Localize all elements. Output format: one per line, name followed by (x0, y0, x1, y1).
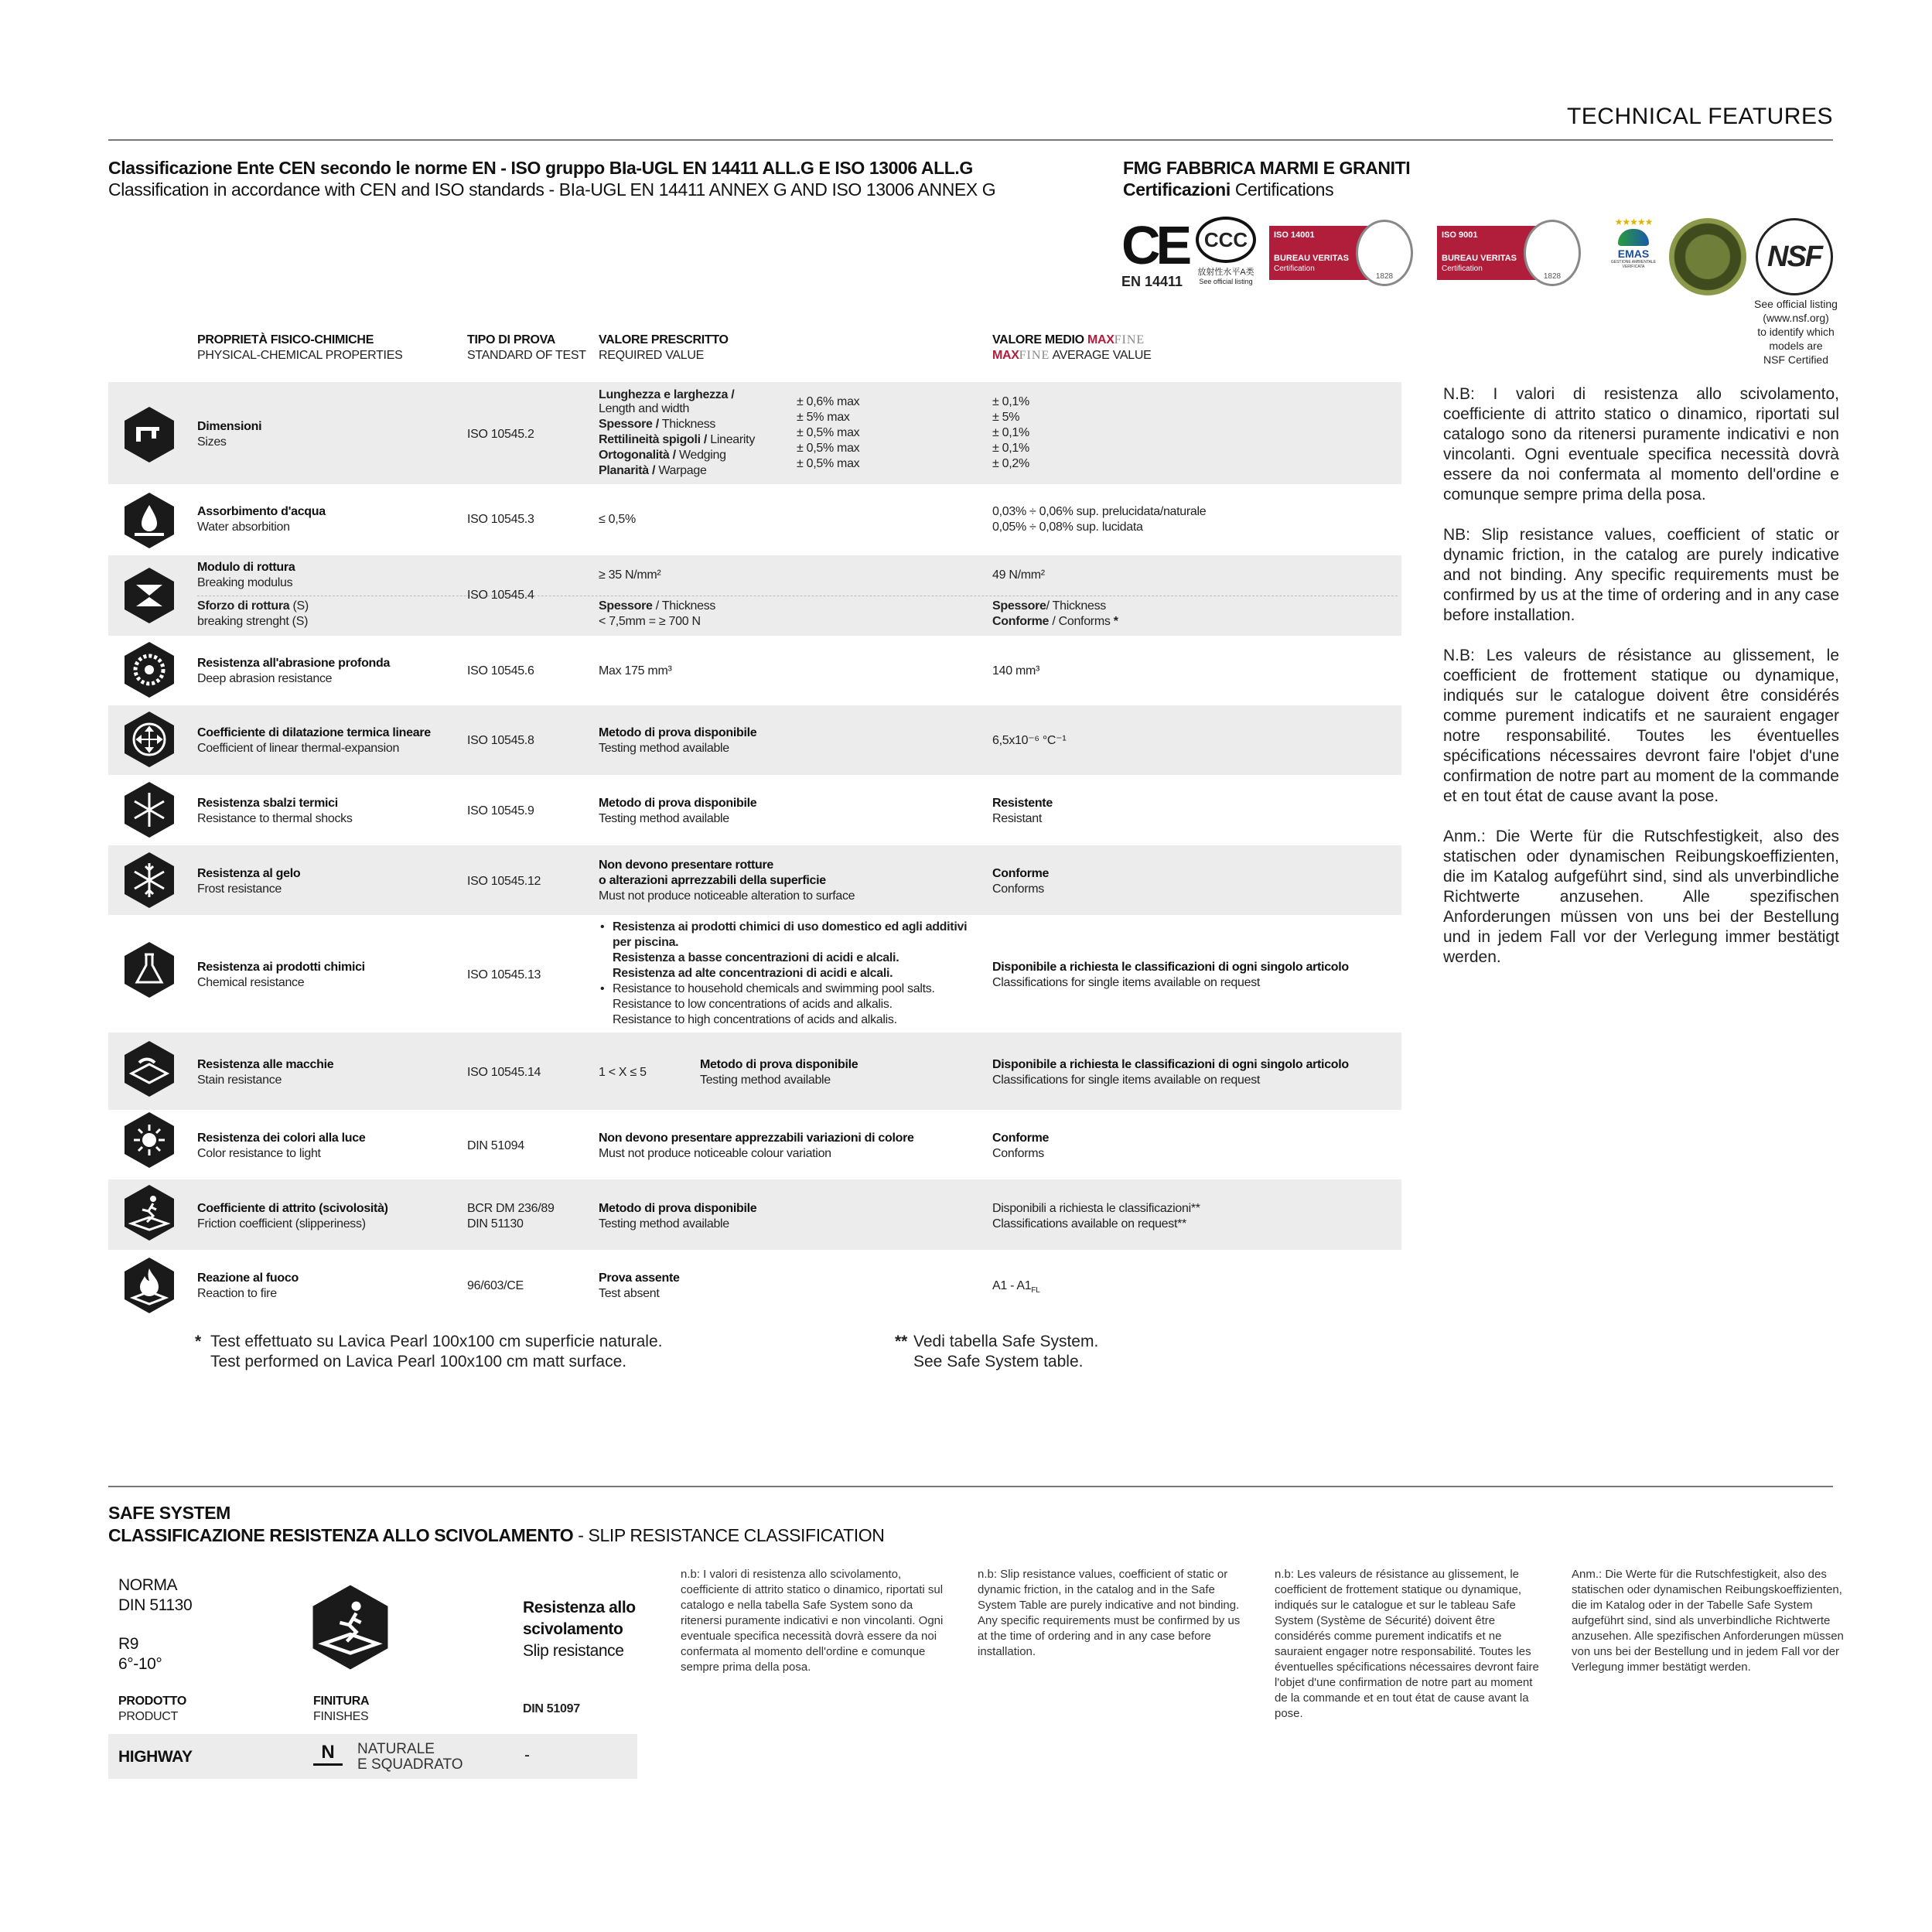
header-test (467, 333, 586, 364)
safe-subtitle-en: - SLIP RESISTANCE CLASSIFICATION (573, 1525, 885, 1545)
safe-divider (108, 1486, 1833, 1487)
page-title: TECHNICAL FEATURES (1566, 104, 1833, 129)
emas-stars-icon: ★★★★★ (1614, 217, 1653, 227)
emas-leaf-icon (1618, 229, 1649, 246)
emas-sub: GESTIONE AMBIENTALE VERIFICATA (1610, 260, 1657, 269)
shock-req-it: Metodo di prova disponibile (599, 797, 757, 810)
bullet-icon: • (600, 920, 605, 934)
water-name-en: Water absorbition (197, 521, 290, 534)
row-thermal-avg: 6,5x10⁻⁶ °C⁻¹ (992, 734, 1067, 747)
light-name-it: Resistenza dei colori alla luce (197, 1132, 366, 1145)
row-dimensions-req (599, 387, 755, 479)
press-icon (122, 566, 176, 625)
row-fire-req (599, 1271, 680, 1302)
row-chem-avg (992, 960, 1349, 991)
light-avg-it: Conforme (992, 1132, 1050, 1145)
company-name: FMG FABBRICA MARMI E GRANITI (1123, 158, 1411, 178)
dim-avg: ± 0,1% (992, 426, 1029, 439)
shock-name-it: Resistenza sbalzi termici (197, 797, 338, 810)
header-req-en: REQUIRED VALUE (599, 349, 704, 362)
dim-req-it: Lunghezza e larghezza / (599, 388, 735, 401)
safe-fin-en: FINISHES (313, 1710, 369, 1723)
safe-header-din51097: DIN 51097 (523, 1702, 580, 1715)
footnote-star-it: Test effettuato su Lavica Pearl 100x100 cm superficie naturale. (210, 1333, 663, 1350)
safe-deg: 6°-10° (118, 1655, 162, 1673)
safe-finish-2: E SQUADRATO (357, 1756, 463, 1773)
light-req-en: Must not produce noticeable colour variation (599, 1147, 831, 1160)
row-breaking-test: ISO 10545.4 (467, 589, 534, 602)
safe-res-en: Slip resistance (523, 1642, 624, 1660)
thermal-name-it: Coefficiente di dilatazione termica lineare (197, 726, 431, 739)
chem-req-it: Resistenza a basse concentrazioni di acidi e alcali. (613, 951, 899, 964)
iso14001-label: ISO 14001 (1274, 230, 1315, 240)
ccc-sub-2: See official listing (1199, 278, 1253, 285)
nsf-mark: NSF (1767, 240, 1821, 273)
friction-req-it: Metodo di prova disponibile (599, 1202, 757, 1215)
brand-fine: FINE (1114, 333, 1145, 346)
footnote-double-star (895, 1332, 1098, 1372)
bullet-icon: • (600, 982, 605, 995)
dim-req-en: Thickness (661, 418, 716, 431)
strength-name-s: (S) (292, 599, 309, 613)
strength-name-it: Sforzo di rottura (197, 599, 290, 613)
dim-value: ± 0,5% max (797, 426, 860, 439)
ccc-logo (1193, 217, 1258, 285)
slip-person-icon (122, 1183, 176, 1242)
chem-req-it: Resistenza ad alte concentrazioni di acidi e alcali. (613, 967, 893, 980)
nsf-note-line: NSF Certified (1763, 353, 1829, 366)
header-test-it: TIPO DI PROVA (467, 333, 556, 346)
strength-avg-it: Spessore (992, 599, 1046, 613)
dim-req-it: Planarità / (599, 464, 656, 477)
footnote-star-en: Test performed on Lavica Pearl 100x100 cm matt surface. (210, 1353, 627, 1370)
header-req-it: VALORE PRESCRITTO (599, 333, 729, 346)
row-stain-name (197, 1057, 333, 1088)
row-stain-req (700, 1057, 858, 1088)
friction-test-1: BCR DM 236/89 (467, 1202, 555, 1215)
classification-line-2: Classification in accordance with CEN and ISO standards - BIa-UGL EN 14411 ANNEX G AND ISO 13006 ANNEX G (108, 179, 996, 200)
row-thermal-test: ISO 10545.8 (467, 734, 534, 747)
brand-fine-2: FINE (1019, 349, 1050, 362)
certifications-title (1123, 179, 1410, 200)
row-chem-name (197, 960, 365, 991)
dim-avg: ± 0,2% (992, 457, 1029, 470)
break-name-it: Modulo di rottura (197, 561, 295, 574)
row-strength-req (599, 599, 715, 630)
row-light-req (599, 1131, 914, 1162)
row-dimensions-test: ISO 10545.2 (467, 428, 534, 441)
header-avg-it: VALORE MEDIO (992, 333, 1084, 346)
en-14411: EN 14411 (1121, 274, 1183, 289)
iso9001-label: ISO 9001 (1442, 230, 1478, 240)
row-strength-name (197, 599, 309, 630)
safe-norma (118, 1575, 192, 1674)
nsf-logo (1756, 218, 1833, 295)
safe-subtitle (108, 1525, 884, 1546)
safe-header-finish (313, 1694, 369, 1725)
safe-prod-it: PRODOTTO (118, 1695, 186, 1708)
stain-tile-icon (122, 1039, 176, 1098)
strength-req-value: < 7,5mm = ≥ 700 N (599, 615, 701, 628)
row-water-avg (992, 504, 1206, 535)
safe-din51097-value: - (524, 1746, 530, 1764)
dim-req-en: Warpage (658, 464, 707, 477)
water-avg-1: 0,03% ÷ 0,06% sup. prelucidata/naturale (992, 505, 1207, 518)
brand-max-2: MAX (992, 349, 1019, 362)
safe-res-it-1: Resistenza allo (523, 1599, 636, 1616)
row-abrasion-test: ISO 10545.6 (467, 664, 534, 678)
safe-finish-1: NATURALE (357, 1741, 435, 1757)
strength-avg-star: * (1113, 615, 1118, 628)
nsf-note-line: to identify which (1757, 326, 1835, 338)
ce-logo (1121, 215, 1191, 290)
header-average (992, 333, 1151, 364)
row-water-test: ISO 10545.3 (467, 513, 534, 526)
shock-req-en: Testing method available (599, 812, 729, 825)
nsf-note (1742, 297, 1850, 367)
row-stain-test: ISO 10545.14 (467, 1066, 541, 1079)
cert-en: Certifications (1234, 179, 1334, 200)
row-dimensions-name (197, 419, 261, 450)
friction-name-en: Friction coefficient (slipperiness) (197, 1217, 366, 1231)
cert-it: Certificazioni (1123, 179, 1231, 200)
row-water-name (197, 504, 326, 535)
nsf-note-line: (www.nsf.org) (1763, 312, 1829, 324)
sun-icon (122, 1111, 176, 1169)
bv-seal-icon-2 (1524, 220, 1581, 286)
safe-title: SAFE SYSTEM (108, 1503, 230, 1523)
note-de: Anm.: Die Werte für die Rutschfestigkeit, also des statischen oder dynamischen Reibungskoeffizienten, die im Katalog aufgeführt sind, sind als unverbindliche Richtwerte anzusehen. Alle spezifischen Anforderungen müssen von uns bei der Bestellung und in jedem Fall vor der Verlegung immer bestätigt werden. (1443, 828, 1839, 966)
row-thermal-name (197, 725, 431, 756)
row-chem-test: ISO 10545.13 (467, 968, 541, 981)
safe-product-name: HIGHWAY (118, 1748, 193, 1766)
frost-req-it-2: o alterazioni aprrezzabili della superficie (599, 874, 826, 887)
row-friction-test (467, 1201, 555, 1232)
bv-label: BUREAU VERITAS (1274, 254, 1349, 263)
footnote-dstar-mark: ** (895, 1333, 908, 1350)
footnote-star-mark: * (195, 1333, 202, 1350)
thermal-shock-icon (122, 780, 176, 839)
chem-req-en: Resistance to household chemicals and swimming pool salts. (613, 982, 935, 995)
bv-cert-label-2: Certification (1442, 265, 1483, 273)
footnote-dstar-en: See Safe System table. (913, 1353, 1084, 1370)
chem-name-en: Chemical resistance (197, 976, 305, 989)
dim-req-en: Length and width (599, 402, 690, 415)
fire-avg: A1 - A1 (992, 1279, 1032, 1292)
safe-slip-person-icon (309, 1582, 391, 1673)
thermal-req-it: Metodo di prova disponibile (599, 726, 757, 739)
header-required (599, 333, 729, 364)
bv-label-2: BUREAU VERITAS (1442, 254, 1517, 263)
stain-avg-en: Classifications for single items available on request (992, 1074, 1261, 1087)
abrasion-name-it: Resistenza all'abrasione profonda (197, 657, 391, 670)
frost-avg-en: Conforms (992, 882, 1044, 896)
safe-finish (357, 1742, 463, 1773)
thermal-req-en: Testing method available (599, 742, 729, 755)
safe-header-product (118, 1694, 186, 1725)
dim-req-it: Ortogonalità / (599, 449, 676, 462)
fire-avg-sub: FL (1031, 1286, 1040, 1295)
bv-year: 1828 (1375, 272, 1394, 281)
strength-req-it: Spessore (599, 599, 653, 613)
row-chem-req (599, 920, 967, 1028)
row-water-req: ≤ 0,5% (599, 513, 636, 526)
emas-label: EMAS (1617, 247, 1650, 260)
note-fr: N.B: Les valeurs de résistance au glissement, le coefficient de frottement statique ou dynamique, indiqués sur le catalogue doivent être considérés comme purement indicatifs et ne sauraient engager notre responsabilité. Toutes les éventuelles spécifications nécessaires devront faire l'objet d'une confirmation de notre part au moment de la commande et en tout état de cause avant la pose. (1443, 647, 1839, 805)
safe-norma-label: NORMA (118, 1576, 178, 1594)
row-shock-req (599, 796, 756, 827)
shock-avg-it: Resistente (992, 797, 1053, 810)
chem-name-it: Resistenza ai prodotti chimici (197, 961, 365, 974)
brand-logo-2 (992, 349, 1050, 362)
brand-max: MAX (1087, 333, 1114, 346)
row-stain-value: 1 < X ≤ 5 (599, 1066, 647, 1079)
row-friction-avg (992, 1201, 1200, 1232)
safe-resistance (523, 1597, 636, 1662)
row-dimensions-values (797, 394, 859, 472)
water-drop-icon (122, 491, 176, 550)
dim-value: ± 0,6% max (797, 395, 860, 408)
row-friction-name (197, 1201, 388, 1232)
stain-avg-it: Disponibile a richiesta le classificazioni di ogni singolo articolo (992, 1058, 1349, 1071)
chem-req-it: Resistenza ai prodotti chimici di uso domestico ed agli additivi (613, 920, 968, 934)
row-abrasion-name (197, 656, 390, 687)
row-strength-avg (992, 599, 1118, 630)
stain-name-it: Resistenza alle macchie (197, 1058, 334, 1071)
dim-avg: ± 0,1% (992, 395, 1029, 408)
dim-req-it: Rettilineità spigoli / (599, 433, 708, 446)
flask-icon (122, 940, 176, 999)
row-fire-avg (992, 1278, 1039, 1299)
light-name-en: Color resistance to light (197, 1147, 321, 1160)
slip-notes (1443, 384, 1839, 988)
finish-n: N (321, 1742, 335, 1763)
row-frost-req (599, 858, 855, 904)
chem-req-en: Resistance to high concentrations of acids and alkalis. (613, 1013, 897, 1026)
safe-prod-en: PRODUCT (118, 1710, 179, 1723)
row-light-name (197, 1131, 365, 1162)
break-name-en: Breaking modulus (197, 576, 293, 589)
chem-req-it: per piscina. (613, 936, 679, 949)
row-thermal-req (599, 725, 756, 756)
row-friction-req (599, 1201, 756, 1232)
bv-seal-icon (1356, 220, 1413, 286)
row-dimensions-avg (992, 394, 1029, 472)
fire-icon (122, 1256, 176, 1315)
chem-req-en: Resistance to low concentrations of acids and alkalis. (613, 998, 893, 1011)
row-light-avg (992, 1131, 1049, 1162)
safe-note-de: Anm.: Die Werte für die Rutschfestigkeit, also des statischen oder dynamischen Reibungskoeffizienten, die im Katalog oder in der Tabelle Safe System aufgeführt sind, sind als unverbindliche Richtwerte anzusehen. Alle spezifischen Anforderungen müssen von uns bei der Bestellung und in jedem Fall vor der Verlegung immer bestätigt werden. (1572, 1568, 1844, 1674)
row-shock-name (197, 796, 353, 827)
thermal-name-en: Coefficient of linear thermal-expansion (197, 742, 400, 755)
row-abrasion-avg: 140 mm³ (992, 664, 1040, 678)
row-fire-test: 96/603/CE (467, 1279, 524, 1292)
friction-avg-it: Disponibili a richiesta le classificazioni** (992, 1202, 1200, 1215)
row-frost-name (197, 866, 300, 897)
light-avg-en: Conforms (992, 1147, 1044, 1160)
dim-req-it: Spessore / (599, 418, 659, 431)
abrasion-disc-icon (122, 640, 176, 699)
row-breaking-avg: 49 N/mm² (992, 568, 1045, 582)
water-avg-2: 0,05% ÷ 0,08% sup. lucidata (992, 521, 1143, 534)
fire-name-it: Reazione al fuoco (197, 1272, 299, 1285)
dim-value: ± 0,5% max (797, 457, 860, 470)
row-shock-avg (992, 796, 1053, 827)
friction-req-en: Testing method available (599, 1217, 729, 1231)
note-it: N.B: I valori di resistenza allo scivolamento, coefficiente di attrito statico o dinamico, riportati sul catalogo sono da ritenersi puramente indicativi e non vincolanti. Ogni eventuale specifica necessità dovrà essere da noi confermata al momento dell'ordine e comunque sempre prima della posa. (1443, 385, 1839, 503)
row-abrasion-req: Max 175 mm³ (599, 664, 672, 678)
dim-req-en: Linearity (710, 433, 756, 446)
green-seal-icon (1669, 218, 1746, 295)
dim-req-en: Wedging (678, 449, 726, 462)
fire-name-en: Reaction to fire (197, 1287, 277, 1300)
frost-req-it-1: Non devono presentare rotture (599, 858, 774, 872)
finish-n-badge (313, 1742, 343, 1766)
chem-avg-it: Disponibile a richiesta le classificazioni di ogni singolo articolo (992, 961, 1349, 974)
row-stain-avg (992, 1057, 1349, 1088)
dim-avg: ± 5% (992, 411, 1020, 424)
shock-name-en: Resistance to thermal shocks (197, 812, 353, 825)
row-breaking-name (197, 560, 295, 591)
ce-mark: CE (1121, 215, 1188, 275)
safe-note-it: n.b: I valori di resistenza allo scivolamento, coefficiente di attrito statico o dinamico, riportati sul catalogo e nella tabella Safe System sono da ritenersi puramente indicativi e non vincolanti. Ogni eventuale specifica necessità dovrà essere da noi confermata al momento dell'ordine e comunque sempre prima della posa. (681, 1568, 944, 1674)
row-breaking-req: ≥ 35 N/mm² (599, 568, 661, 582)
dim-value: ± 5% max (797, 411, 850, 424)
frost-name-en: Frost resistance (197, 882, 282, 896)
snowflake-icon (122, 851, 176, 910)
frost-name-it: Resistenza al gelo (197, 867, 301, 880)
row-frost-test: ISO 10545.12 (467, 875, 541, 888)
nsf-note-line: models are (1769, 340, 1823, 352)
iso14001-logo (1269, 226, 1401, 280)
strength-avg-conforms: / Conforms (1052, 615, 1111, 628)
strength-name-en: breaking strenght (S) (197, 615, 309, 628)
dim-value: ± 0,5% max (797, 442, 860, 455)
header-avg-en: AVERAGE VALUE (1052, 349, 1152, 362)
safe-note-en: n.b: Slip resistance values, coefficient of static or dynamic friction, in the catalog and in the Safe System Table are purely indicative and not binding. Any specific requirements must be confirmed by us at the time of ordering and in any case before installation. (978, 1568, 1241, 1658)
header-prop-it: PROPRIETÀ FISICO-CHIMICHE (197, 333, 374, 346)
iso9001-logo (1437, 226, 1568, 280)
fire-req-en: Test absent (599, 1287, 660, 1300)
water-name-it: Assorbimento d'acqua (197, 505, 326, 518)
classification-title (108, 157, 995, 200)
strength-req-en: / Thickness (655, 599, 716, 613)
chem-avg-en: Classifications for single items available on request (992, 976, 1261, 989)
bv-year-2: 1828 (1543, 272, 1562, 281)
emas-logo (1609, 217, 1658, 269)
ccc-circle (1196, 217, 1256, 263)
frost-req-en: Must not produce noticeable alteration to surface (599, 889, 855, 903)
strength-avg-en: / Thickness (1046, 599, 1106, 613)
abrasion-name-en: Deep abrasion resistance (197, 672, 333, 685)
friction-name-it: Coefficiente di attrito (scivolosità) (197, 1202, 388, 1215)
brand-logo (1087, 333, 1145, 346)
friction-avg-en: Classifications available on request** (992, 1217, 1186, 1231)
dim-name-en: Sizes (197, 435, 227, 449)
footnote-dstar-it: Vedi tabella Safe System. (913, 1333, 1099, 1350)
footnote-star (195, 1332, 662, 1372)
header-properties (197, 333, 402, 364)
safe-subtitle-it: CLASSIFICAZIONE RESISTENZA ALLO SCIVOLAMENTO (108, 1525, 574, 1545)
safe-fin-it: FINITURA (313, 1695, 370, 1708)
row-light-test: DIN 51094 (467, 1139, 524, 1152)
nsf-note-line: See official listing (1754, 298, 1838, 310)
safe-r9: R9 (118, 1635, 139, 1653)
dim-avg: ± 0,1% (992, 442, 1029, 455)
classification-line-1: Classificazione Ente CEN secondo le norme EN - ISO gruppo BIa-UGL EN 14411 ALL.G E ISO 13006 ALL.G (108, 158, 973, 178)
stain-name-en: Stain resistance (197, 1074, 282, 1087)
bv-cert-label: Certification (1274, 265, 1315, 273)
row-shock-test: ISO 10545.9 (467, 804, 534, 818)
ccc-mark: CCC (1203, 227, 1248, 251)
ccc-sub: 放射性水平A类 (1197, 268, 1254, 277)
light-req-it: Non devono presentare apprezzabili variazioni di colore (599, 1132, 914, 1145)
friction-test-2: DIN 51130 (467, 1217, 524, 1231)
caliper-icon (122, 405, 176, 464)
dim-name-it: Dimensioni (197, 420, 262, 433)
frost-avg-it: Conforme (992, 867, 1050, 880)
company-block (1123, 157, 1410, 200)
top-divider (108, 139, 1833, 141)
fire-req-it: Prova assente (599, 1272, 680, 1285)
stain-req-it: Metodo di prova disponibile (700, 1058, 858, 1071)
safe-din: DIN 51130 (118, 1596, 193, 1614)
note-en: NB: Slip resistance values, coefficient of static or dynamic friction, in the catalog are purely indicative and not binding. Any specific requirements must be confirmed by us at the time of ordering and in any case before installation. (1443, 526, 1839, 624)
header-test-en: STANDARD OF TEST (467, 349, 586, 362)
stain-req-en: Testing method available (700, 1074, 831, 1087)
strength-avg-conforme: Conforme (992, 615, 1050, 628)
safe-note-fr: n.b: Les valeurs de résistance au glissement, le coefficient de frottement statique ou dynamique, indiqués sur le catalogue et sur le tableau Safe System (Système de Sécurité) doivent être considérés comme purement indicatifs et ne sauraient engager notre responsabilité. Toutes les éventuelles spécifications nécessaires devront faire l'objet d'une confirmation de notre part au moment de la commande et en tout état de cause avant la pose. (1275, 1568, 1539, 1720)
row-fire-name (197, 1271, 299, 1302)
shock-avg-en: Resistant (992, 812, 1042, 825)
header-prop-en: PHYSICAL-CHEMICAL PROPERTIES (197, 349, 403, 362)
expansion-arrows-icon (122, 710, 176, 769)
row-frost-avg (992, 866, 1049, 897)
safe-res-it-2: scivolamento (523, 1620, 623, 1638)
